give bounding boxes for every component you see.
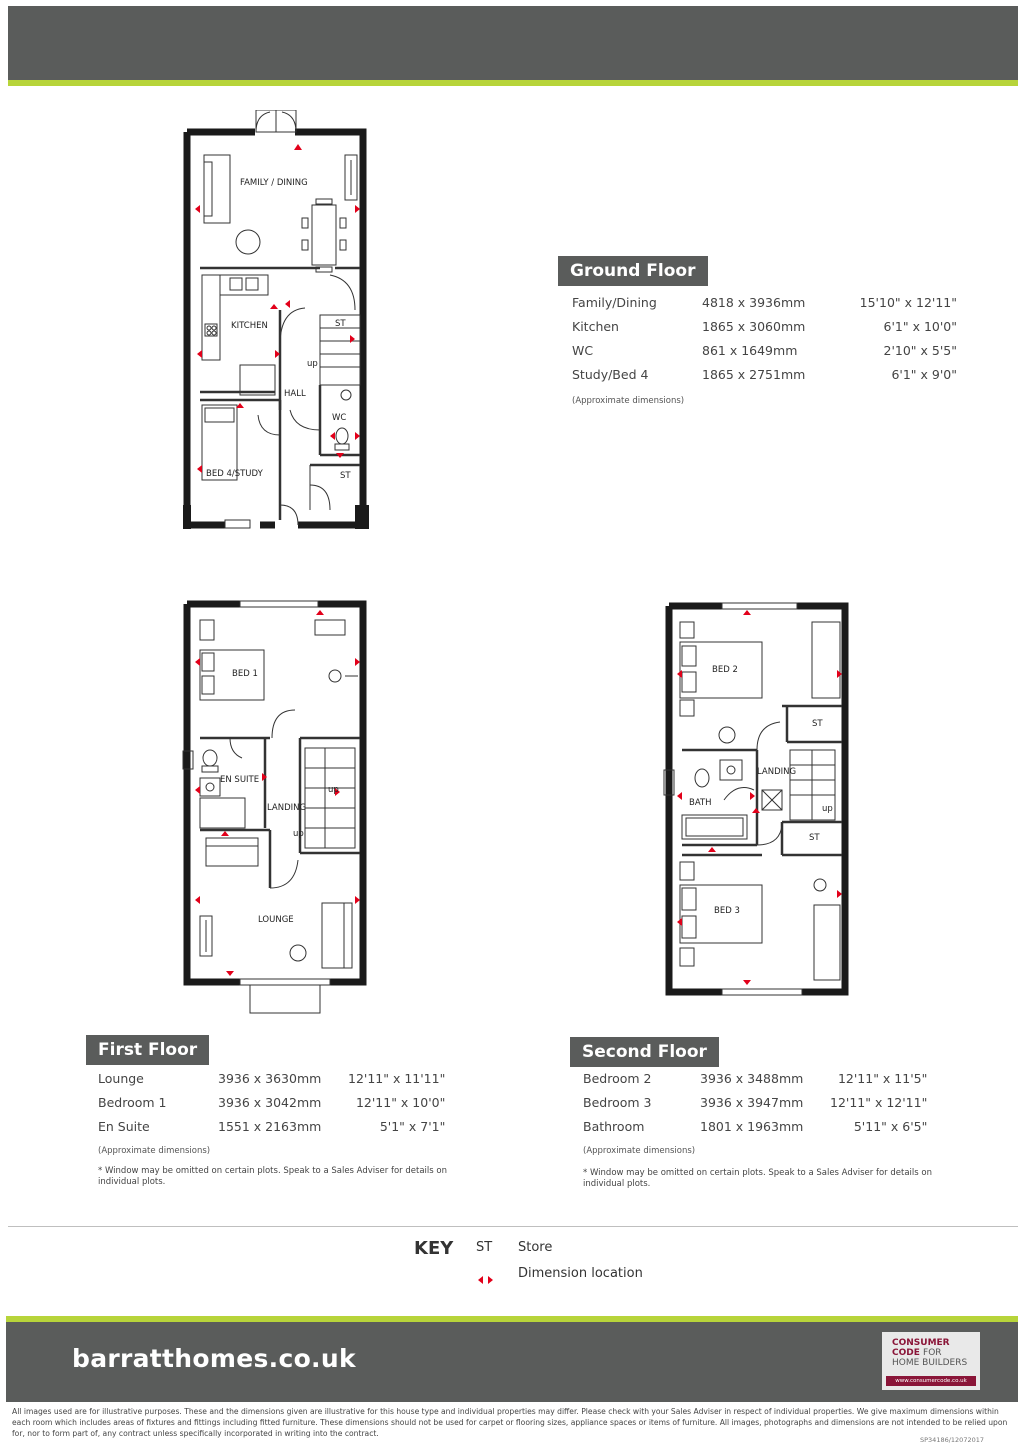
- table-row: [98, 1066, 445, 1090]
- room-metric: 1865 x 2751mm: [702, 366, 806, 382]
- room-metric: 1801 x 1963mm: [700, 1118, 804, 1134]
- plan-label-st-lower: ST: [809, 833, 820, 843]
- room-imperial: 6'1" x 10'0": [883, 318, 957, 334]
- room-imperial: 12'11" x 11'11": [348, 1070, 446, 1086]
- key-dim-label: Dimension location: [518, 1266, 643, 1281]
- plan-label-st-lower: ST: [340, 471, 351, 481]
- badge-line2a: CODE: [892, 1348, 920, 1358]
- ground-floor-plan: [180, 110, 370, 535]
- plan-label-landing: LANDING: [267, 803, 307, 813]
- room-name: Lounge: [98, 1070, 144, 1086]
- header-accent-line: [8, 80, 1018, 86]
- first-floor-note: (Approximate dimensions): [98, 1146, 211, 1156]
- plan-label-up: up: [822, 804, 833, 814]
- room-imperial: 12'11" x 11'5": [837, 1070, 928, 1086]
- table-row: [572, 362, 957, 386]
- key-title: KEY: [414, 1238, 454, 1259]
- table-row: [583, 1114, 927, 1138]
- second-floor-plan: [662, 600, 852, 1000]
- plan-label-up-1: up: [328, 785, 339, 795]
- plan-label-up-2: up: [293, 829, 304, 839]
- room-metric: 1865 x 3060mm: [702, 318, 806, 334]
- plan-label-wc: WC: [332, 413, 347, 423]
- room-name: Study/Bed 4: [572, 366, 649, 382]
- table-row: [572, 338, 957, 362]
- plan-label-st-upper: ST: [812, 719, 823, 729]
- first-floor-title: First Floor: [86, 1035, 209, 1065]
- table-row: [583, 1066, 927, 1090]
- badge-text: [892, 1338, 967, 1368]
- room-metric: 4818 x 3936mm: [702, 294, 806, 310]
- separator-line: [8, 1226, 1018, 1227]
- room-imperial: 5'1" x 7'1": [379, 1118, 446, 1134]
- first-floor-window-note: * Window may be omitted on certain plots. Speak to a Sales Adviser for details on individual plots.: [98, 1166, 447, 1187]
- table-row: [98, 1114, 445, 1138]
- consumer-code-badge: [882, 1332, 980, 1390]
- plan-label-family: FAMILY / DINING: [240, 178, 308, 188]
- badge-line1: CONSUMER: [892, 1338, 950, 1348]
- room-metric: 3936 x 3630mm: [218, 1070, 322, 1086]
- room-imperial: 2'10" x 5'5": [883, 342, 957, 358]
- badge-url: www.consumercode.co.uk: [886, 1376, 976, 1386]
- second-floor-table: [583, 1066, 927, 1138]
- room-imperial: 5'11" x 6'5": [853, 1118, 928, 1134]
- room-name: Kitchen: [572, 318, 619, 334]
- second-floor-window-note: * Window may be omitted on certain plots. Speak to a Sales Adviser for details on individual plots.: [583, 1168, 932, 1189]
- ground-floor-title: Ground Floor: [558, 256, 708, 286]
- room-name: Bathroom: [583, 1118, 645, 1134]
- table-row: [572, 290, 957, 314]
- ground-floor-table: [572, 290, 957, 386]
- plan-label-lounge: LOUNGE: [258, 915, 294, 925]
- badge-line2b: FOR: [923, 1348, 942, 1358]
- plan-label-landing: LANDING: [757, 767, 797, 777]
- room-name: Family/Dining: [572, 294, 657, 310]
- room-name: WC: [572, 342, 594, 358]
- room-imperial: 12'11" x 10'0": [355, 1094, 446, 1110]
- plan-label-kitchen: KITCHEN: [231, 321, 268, 331]
- header-band: [8, 6, 1018, 80]
- dimension-marker-icon: [478, 1269, 493, 1288]
- room-name: Bedroom 1: [98, 1094, 167, 1110]
- plan-label-ensuite: EN SUITE: [220, 775, 260, 785]
- table-row: [572, 314, 957, 338]
- table-row: [583, 1090, 927, 1114]
- room-name: Bedroom 2: [583, 1070, 652, 1086]
- plan-label-bed4: BED 4/STUDY: [206, 469, 263, 479]
- room-metric: 1551 x 2163mm: [218, 1118, 322, 1134]
- plan-label-st-upper: ST: [335, 319, 346, 329]
- room-name: En Suite: [98, 1118, 150, 1134]
- key-st-code: ST: [476, 1240, 493, 1255]
- key-st-label: Store: [518, 1240, 553, 1255]
- room-imperial: 15'10" x 12'11": [859, 294, 957, 310]
- reference-code: SP34186/12072017: [920, 1436, 984, 1444]
- room-imperial: 12'11" x 12'11": [830, 1094, 928, 1110]
- plan-label-bath: BATH: [689, 798, 712, 808]
- second-floor-note: (Approximate dimensions): [583, 1146, 696, 1156]
- plan-label-bed1: BED 1: [232, 669, 258, 679]
- room-metric: 3936 x 3947mm: [700, 1094, 804, 1110]
- room-metric: 861 x 1649mm: [702, 342, 798, 358]
- room-imperial: 6'1" x 9'0": [891, 366, 957, 382]
- plan-label-bed2: BED 2: [712, 665, 738, 675]
- first-floor-plan: [180, 598, 370, 1016]
- plan-label-bed3: BED 3: [714, 906, 740, 916]
- plan-label-up: up: [307, 359, 318, 369]
- badge-line3: HOME BUILDERS: [892, 1358, 968, 1368]
- room-metric: 3936 x 3042mm: [218, 1094, 322, 1110]
- table-row: [98, 1090, 445, 1114]
- first-floor-table: [98, 1066, 445, 1138]
- second-floor-title: Second Floor: [570, 1037, 719, 1067]
- ground-floor-note: (Approximate dimensions): [572, 396, 685, 406]
- plan-label-hall: HALL: [284, 389, 306, 399]
- disclaimer-text: All images used are for illustrative purposes. These and the dimensions given are illustrative for this house type and individual properties may differ. Please check with your Sales Adviser in respect of individual properties. We give maximum dimensions within each room which includes areas of fixtures and fittings including fitted furniture. These dimensions should not be used for carpet or flooring sizes, appliance spaces or items of furniture. All images, photographs and dimensions are not intended to be relied upon for, nor to form part of, any contract unless specifically incorporated in writing into the contract.: [12, 1407, 1008, 1438]
- room-metric: 3936 x 3488mm: [700, 1070, 804, 1086]
- website-link[interactable]: barratthomes.co.uk: [72, 1344, 356, 1373]
- room-name: Bedroom 3: [583, 1094, 652, 1110]
